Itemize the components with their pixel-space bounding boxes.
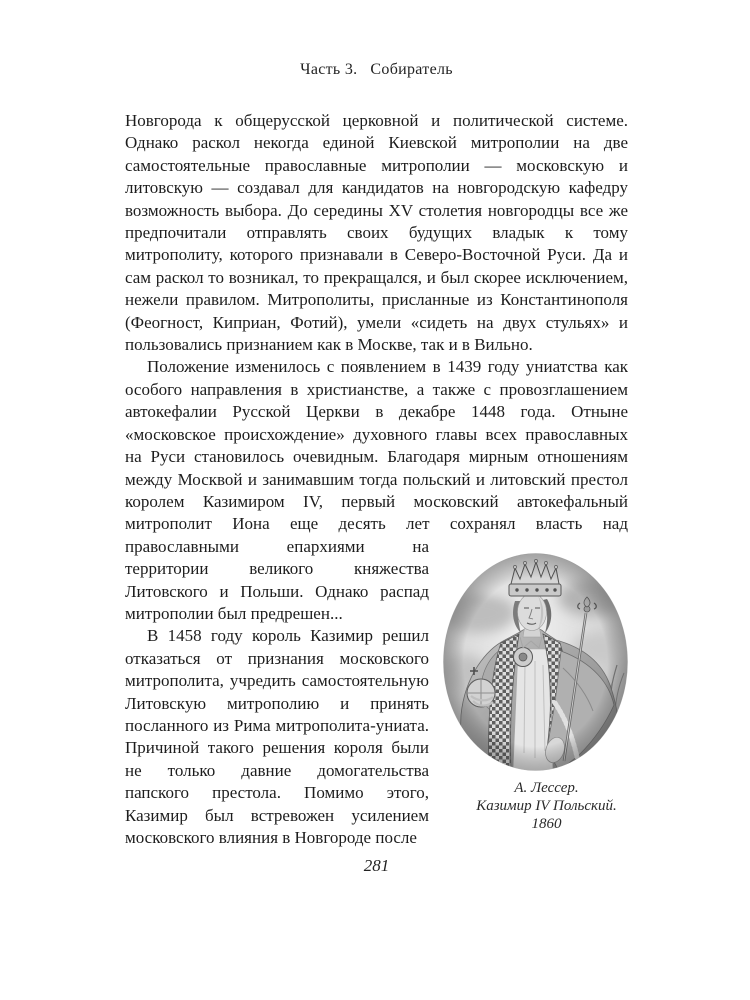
caption-year: 1860	[531, 815, 562, 832]
paragraph-2-text-after-figure: территории великого княжества Литовского и Польши. Однако распад митрополии был предрешен...	[125, 559, 429, 623]
paragraph-2-text-before-figure: Положение изменилось с появлением в 1439 году униатства как особого направления в христианстве, а также с провозглашением автокефалии Русской Церкви в декабре 1448 года. Отныне «московское происхождение» духовного главы всех православных на Руси становилось очевидным. Благодаря мирным отношениям между Москвой и занимавшим тогда польский и литовский престол королем Казимиром IV, первый московский автокефальный митрополит Иона еще десять лет сохранял власть над православными епархиями на	[125, 357, 628, 556]
caption-subject: Казимир IV Польский.	[476, 797, 617, 814]
figure-caption	[443, 779, 628, 833]
page-footer	[125, 849, 628, 876]
chapter-header	[125, 60, 628, 80]
king-portrait-image	[443, 553, 628, 771]
body-text	[125, 110, 628, 849]
paragraph-3-text: В 1458 году король Казимир решил отказаться от признания московского митрополита, учредить самостоятельную Литовскую митрополию и принять посланного из Рима митрополита-униата. Причиной такого решения короля были не только давние домогательства папского престола. Помимо этого, Казимир был встревожен усилением московского влияния в Новгороде после	[125, 626, 429, 847]
portrait-figure	[443, 553, 628, 833]
caption-artist: А. Лессер.	[514, 779, 579, 796]
chapter-part-label: Часть 3.	[300, 61, 358, 78]
page-number: 281	[363, 856, 390, 876]
paragraph-1-text: Новгорода к общерусской церковной и политической системе. Однако раскол некогда единой Киевской митрополии на две самостоятельные православные митрополии — московскую и литовскую — создавал для кандидатов на новгородскую кафедру возможность выбора. До середины XV столетия новгородцы все же предпочитали отправлять своих будущих владык к тому митрополиту, которого признавали в Северо-Восточной Руси. Да и сам раскол то возникал, то прекращался, и был скорее исключением, нежели правилом. Митрополиты, присланные из Константинополя (Феогност, Киприан, Фотий), умели «сидеть на двух стульях» и пользовались признанием как в Москве, так и в Вильно.	[125, 111, 628, 355]
chapter-title-label: Собиратель	[370, 61, 453, 78]
paragraph-1	[125, 110, 628, 356]
